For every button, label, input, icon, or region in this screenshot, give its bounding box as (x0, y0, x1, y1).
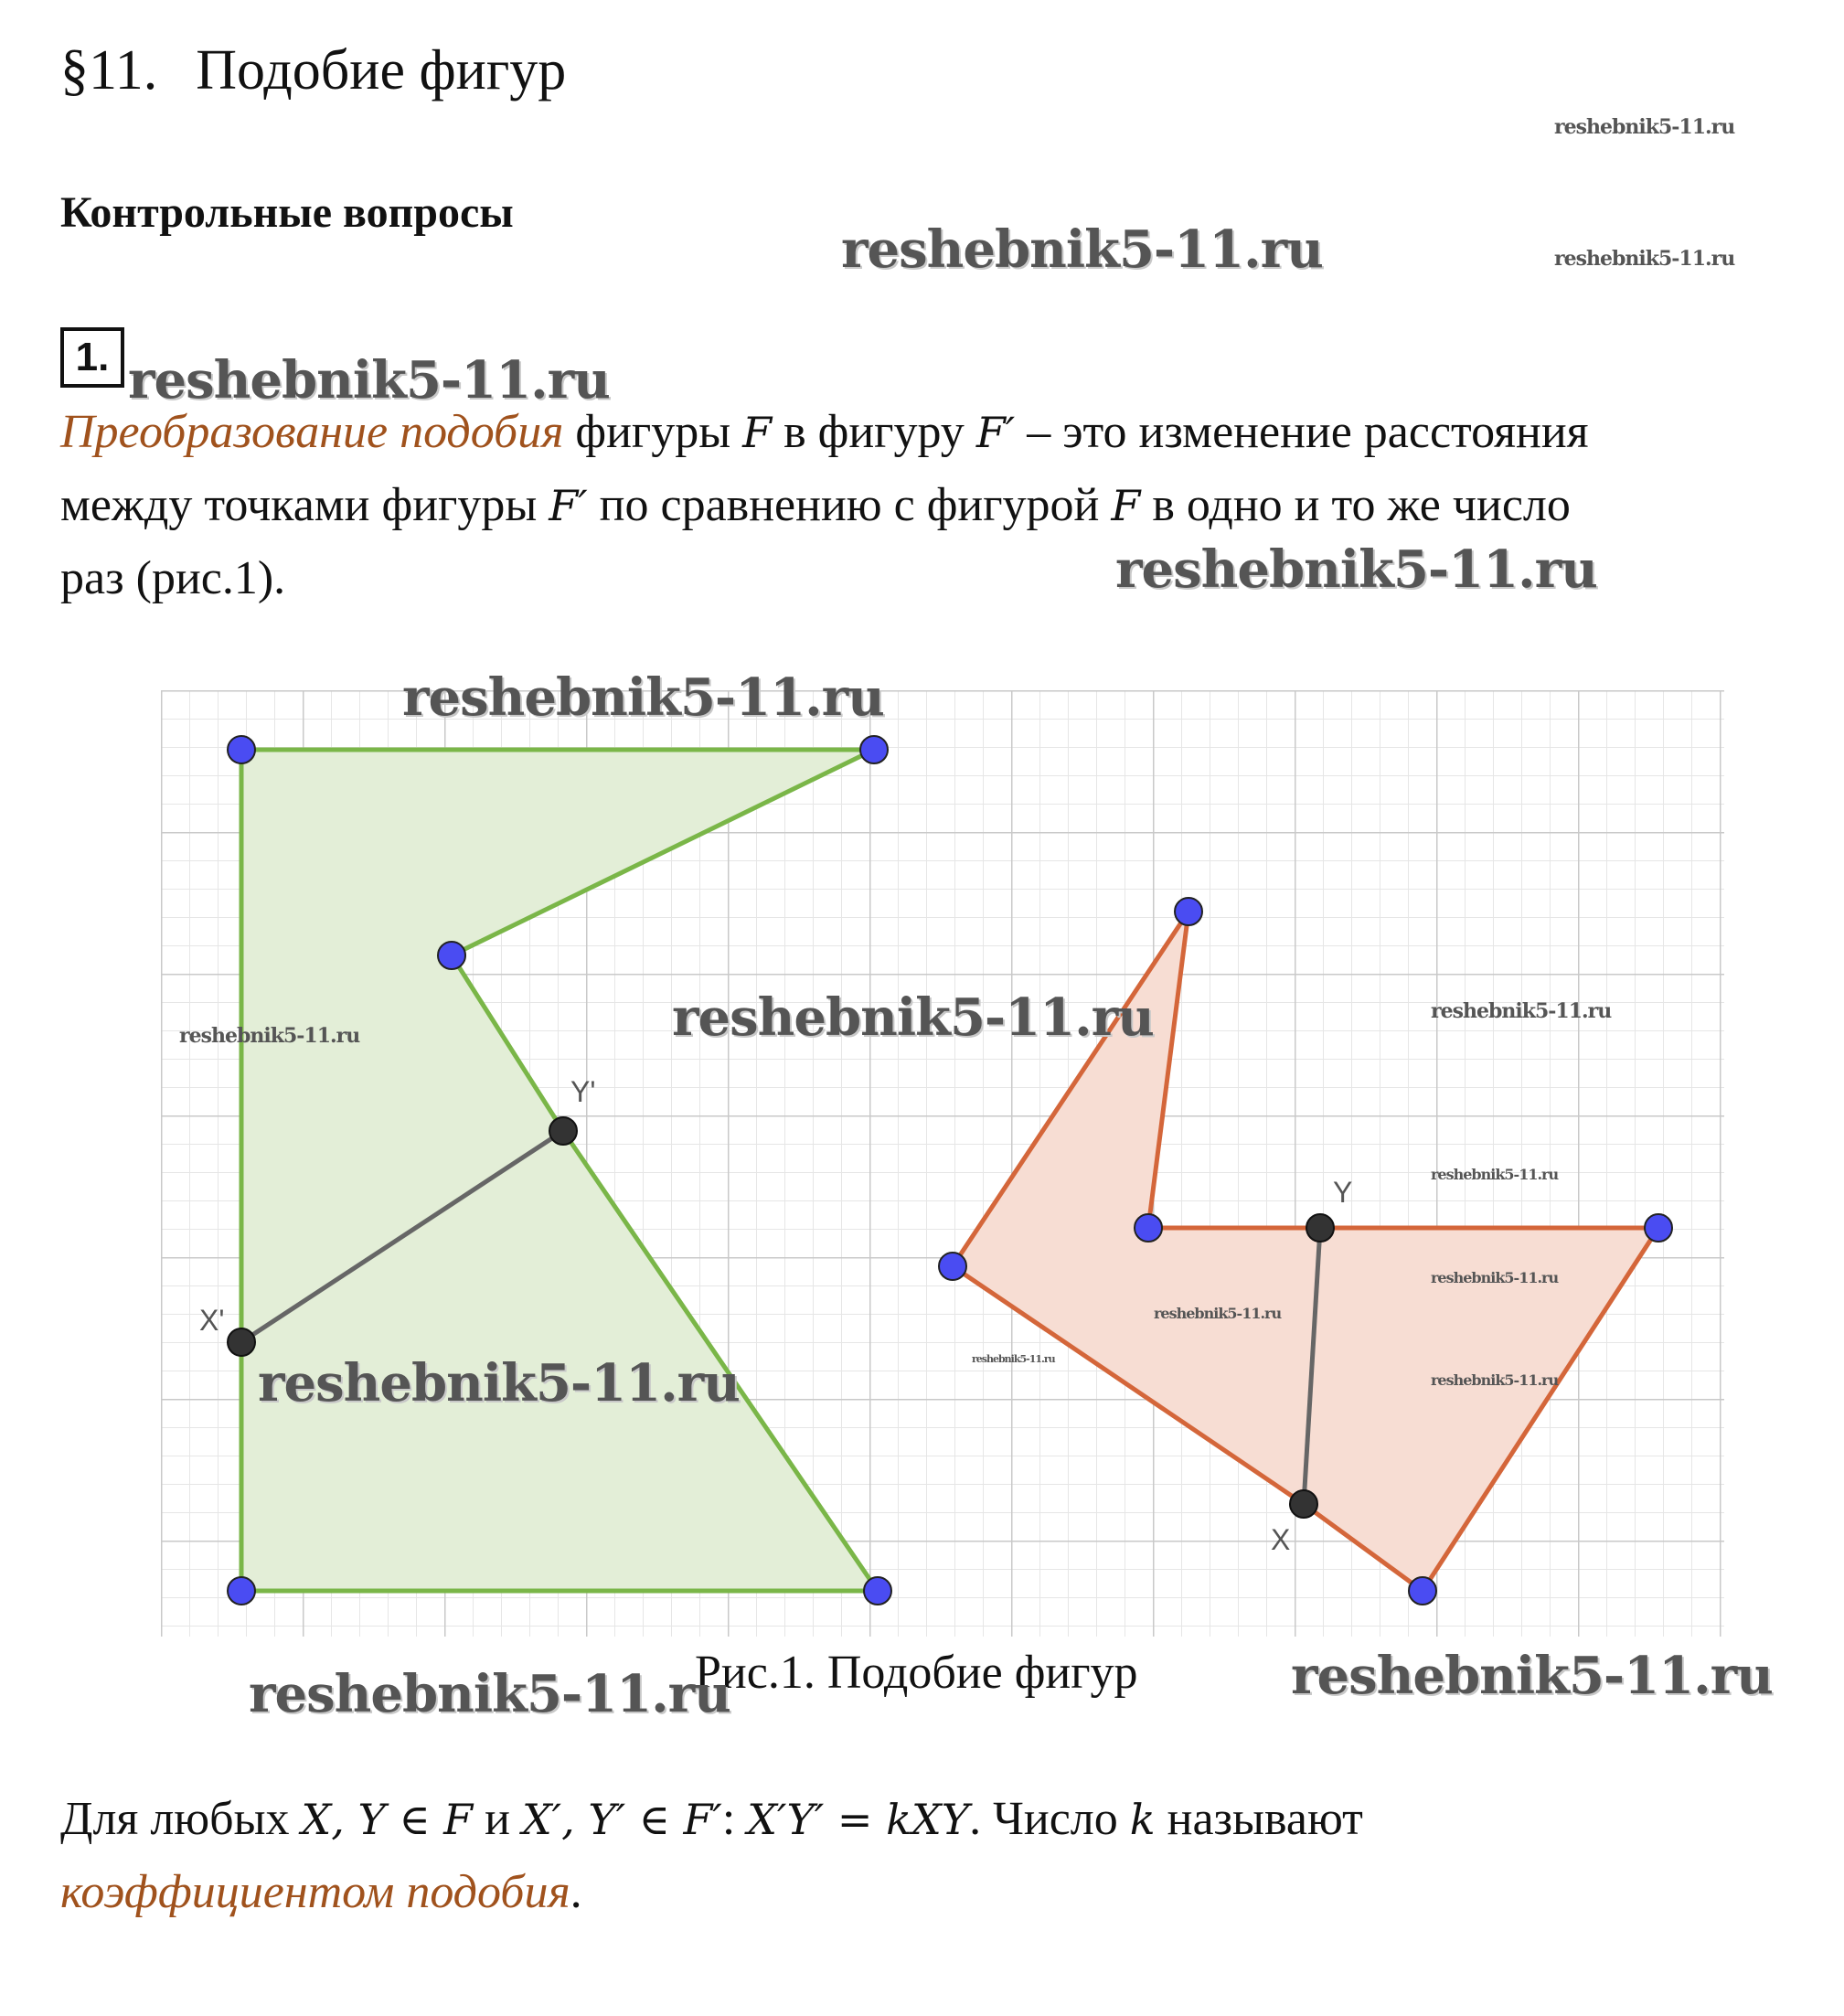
point-y-prime (549, 1117, 577, 1145)
term-similarity-transform: Преобразование подобия (60, 406, 564, 458)
text-span: называют (1155, 1793, 1363, 1845)
text-span: в одно и то же число (1140, 479, 1571, 531)
watermark: reshebnik5-11.ru (179, 1024, 360, 1048)
watermark: reshebnik5-11.ru (1431, 999, 1612, 1023)
math-F-prime: F′ (549, 481, 588, 530)
watermark: reshebnik5-11.ru (1554, 115, 1735, 139)
paragraph-line-2 (60, 469, 1571, 542)
text-span: – это изменение расстояния (1015, 406, 1589, 458)
vertex (939, 1253, 966, 1280)
text-span: фигуры (563, 406, 743, 458)
figure-caption: Рис.1. Подобие фигур (695, 1647, 1138, 1699)
math-F-prime: F′ (975, 408, 1016, 457)
text-span: между точками фигуры (60, 479, 549, 531)
watermark: reshebnik5-11.ru (1431, 1269, 1559, 1286)
math-F: F (1111, 481, 1141, 530)
label-y-prime: Y' (570, 1075, 596, 1108)
term-similarity-coefficient: коэффициентом подобия (60, 1866, 570, 1918)
vertex (228, 1577, 255, 1605)
vertex (1645, 1214, 1672, 1242)
watermark: reshebnik5-11.ru (249, 1664, 730, 1724)
vertex (864, 1577, 891, 1605)
label-x-prime: X' (199, 1304, 225, 1337)
text-span: по сравнению с фигурой (587, 479, 1112, 531)
watermark: reshebnik5-11.ru (258, 1353, 740, 1413)
math-expression: X′Y′ = kXY (747, 1795, 970, 1844)
text-span: Для любых (60, 1793, 302, 1845)
text-span: . Число (969, 1793, 1130, 1845)
paragraph-line-3: раз (рис.1). (60, 552, 286, 604)
point-x-prime (228, 1328, 255, 1356)
section-title: Подобие фигур (196, 39, 567, 101)
vertex (860, 736, 888, 763)
math-F: F (742, 408, 773, 457)
point-x (1290, 1490, 1317, 1518)
vertex (438, 942, 465, 969)
definition-line-1 (60, 1783, 1363, 1856)
vertex (1135, 1214, 1162, 1242)
watermark: reshebnik5-11.ru (672, 987, 1154, 1048)
watermark: reshebnik5-11.ru (128, 350, 610, 411)
question-number-box: 1. (60, 327, 124, 388)
subtitle: Контрольные вопросы (60, 188, 514, 237)
watermark: reshebnik5-11.ru (1115, 539, 1597, 600)
text-span: и (473, 1793, 522, 1845)
label-x: X (1271, 1523, 1291, 1556)
watermark: reshebnik5-11.ru (1554, 247, 1735, 271)
watermark: reshebnik5-11.ru (402, 667, 884, 728)
watermark: reshebnik5-11.ru (1431, 1166, 1559, 1183)
watermark: reshebnik5-11.ru (1431, 1371, 1559, 1389)
text-span: в фигуру (772, 406, 976, 458)
vertex (1175, 898, 1202, 925)
definition-line-2 (60, 1856, 582, 1929)
vertex (1409, 1577, 1436, 1605)
watermark: reshebnik5-11.ru (1154, 1305, 1282, 1322)
text-span: : (721, 1793, 748, 1845)
math-expression: X, Y ∈ F (301, 1795, 474, 1844)
watermark: reshebnik5-11.ru (972, 1353, 1055, 1365)
math-k: k (1129, 1795, 1156, 1844)
watermark: reshebnik5-11.ru (1291, 1646, 1773, 1706)
point-y (1306, 1214, 1334, 1242)
section-heading (60, 38, 566, 103)
label-y: Y (1333, 1176, 1353, 1209)
watermark: reshebnik5-11.ru (841, 219, 1323, 280)
vertex (228, 736, 255, 763)
math-expression: X′, Y′ ∈ F′ (521, 1795, 722, 1844)
section-number: §11. (60, 39, 158, 101)
text-span: . (570, 1866, 582, 1918)
